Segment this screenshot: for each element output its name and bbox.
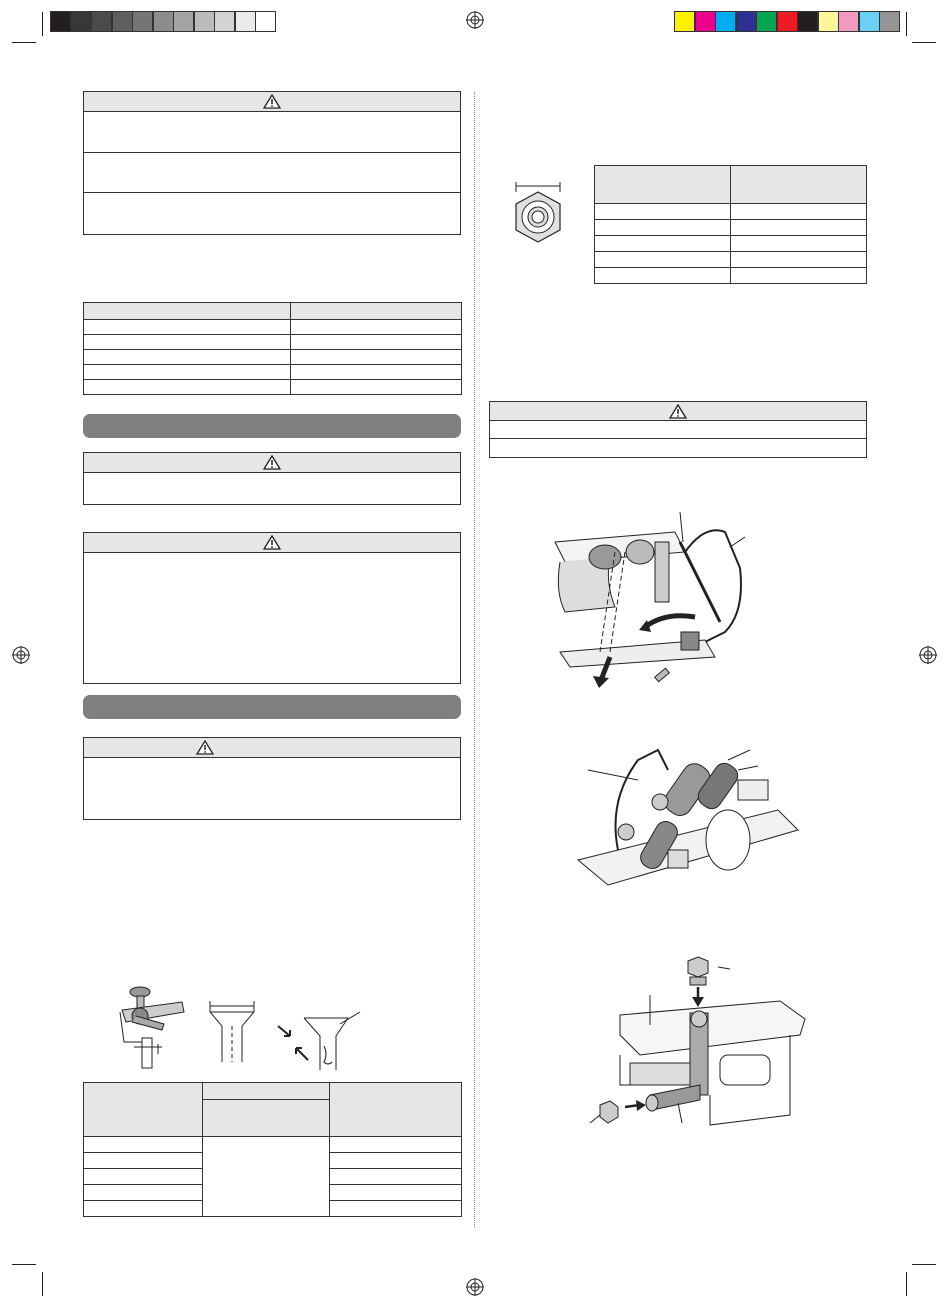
crop-mark <box>12 1264 36 1265</box>
pipe-fitting-illustration <box>590 955 810 1145</box>
flare-tool-illustration <box>112 982 192 1070</box>
section-heading-bar <box>83 414 461 438</box>
table-cell <box>84 1169 203 1185</box>
color-swatch <box>674 11 695 32</box>
table-cell <box>731 268 867 284</box>
section-heading-bar <box>83 695 461 719</box>
crop-mark <box>906 12 907 36</box>
torque-table <box>594 165 867 284</box>
table-header-cell <box>731 166 867 204</box>
caution-box <box>83 737 461 820</box>
table-cell <box>84 1137 203 1153</box>
table-cell <box>84 365 291 380</box>
color-swatch <box>194 11 215 32</box>
caution-row <box>490 421 866 439</box>
table-cell <box>84 1201 203 1217</box>
table-cell <box>84 380 291 395</box>
color-swatch <box>91 11 112 32</box>
table-header-cell <box>203 1083 330 1100</box>
panel-removal-illustration <box>555 512 755 692</box>
table-header-cell <box>595 166 731 204</box>
table-cell <box>731 204 867 220</box>
table-cell <box>330 1169 462 1185</box>
caution-box-header <box>84 92 460 112</box>
table-cell <box>291 365 462 380</box>
color-swatch <box>818 11 839 32</box>
warning-triangle-icon <box>263 455 281 470</box>
caution-box-header <box>84 738 460 758</box>
color-swatch <box>214 11 235 32</box>
caution-box-header <box>490 402 866 421</box>
flare-angle-illustration <box>274 1006 364 1070</box>
color-swatch <box>235 11 256 32</box>
table-cell <box>330 1201 462 1217</box>
color-swatch <box>112 11 133 32</box>
table-header-cell <box>291 303 462 320</box>
table-header-cell <box>84 1083 203 1137</box>
warning-box-header <box>84 533 460 553</box>
table-header-cell <box>203 1100 330 1137</box>
color-swatch <box>50 11 71 32</box>
table-cell <box>84 1153 203 1169</box>
pipe-connection-illustration <box>578 740 803 890</box>
crop-mark <box>912 42 936 43</box>
registration-mark-icon <box>466 1278 484 1296</box>
table-cell <box>731 236 867 252</box>
table-cell <box>203 1137 330 1217</box>
crop-mark <box>906 1272 907 1296</box>
table-cell <box>291 320 462 335</box>
table-cell <box>330 1185 462 1201</box>
table-cell <box>84 320 291 335</box>
color-swatch <box>838 11 859 32</box>
color-swatch <box>756 11 777 32</box>
spec-table <box>83 302 462 395</box>
color-swatch <box>859 11 880 32</box>
warning-box <box>83 452 461 505</box>
table-cell <box>84 350 291 365</box>
table-cell <box>595 252 731 268</box>
warning-triangle-icon <box>196 740 214 755</box>
color-swatch <box>132 11 153 32</box>
color-swatch <box>173 11 194 32</box>
table-cell <box>291 335 462 350</box>
warning-triangle-icon <box>263 94 281 109</box>
color-swatch <box>695 11 716 32</box>
color-swatch <box>879 11 900 32</box>
caution-row <box>84 112 460 153</box>
color-swatch <box>71 11 92 32</box>
crop-mark <box>42 12 43 36</box>
warning-box <box>83 532 461 684</box>
color-swatch <box>736 11 757 32</box>
crop-mark <box>42 1272 43 1296</box>
color-swatch <box>715 11 736 32</box>
table-cell <box>595 236 731 252</box>
table-cell <box>731 220 867 236</box>
warning-triangle-icon <box>263 535 281 550</box>
table-cell <box>595 268 731 284</box>
table-header-cell <box>84 303 291 320</box>
color-swatch <box>255 11 276 32</box>
warning-box-header <box>84 453 460 473</box>
color-swatch <box>153 11 174 32</box>
table-cell <box>291 350 462 365</box>
warning-triangle-icon <box>669 404 687 419</box>
registration-mark-icon <box>466 11 484 29</box>
color-swatch <box>797 11 818 32</box>
table-cell <box>595 204 731 220</box>
flare-dimension-table <box>83 1082 462 1217</box>
flare-nut-illustration <box>510 180 566 246</box>
registration-mark-icon <box>919 646 937 664</box>
flare-dimension-illustration <box>208 998 258 1064</box>
table-cell <box>731 252 867 268</box>
table-cell <box>330 1137 462 1153</box>
table-cell <box>291 380 462 395</box>
caution-row <box>490 439 866 457</box>
color-swatch <box>777 11 798 32</box>
crop-mark <box>12 42 36 43</box>
registration-mark-icon <box>12 646 30 664</box>
table-cell <box>330 1153 462 1169</box>
table-cell <box>84 1185 203 1201</box>
table-header-cell <box>330 1083 462 1137</box>
caution-row <box>84 193 460 233</box>
caution-box <box>83 91 461 235</box>
caution-box <box>489 401 867 458</box>
crop-mark <box>912 1264 936 1265</box>
column-divider <box>474 92 475 1227</box>
caution-row <box>84 153 460 193</box>
table-cell <box>595 220 731 236</box>
table-cell <box>84 335 291 350</box>
